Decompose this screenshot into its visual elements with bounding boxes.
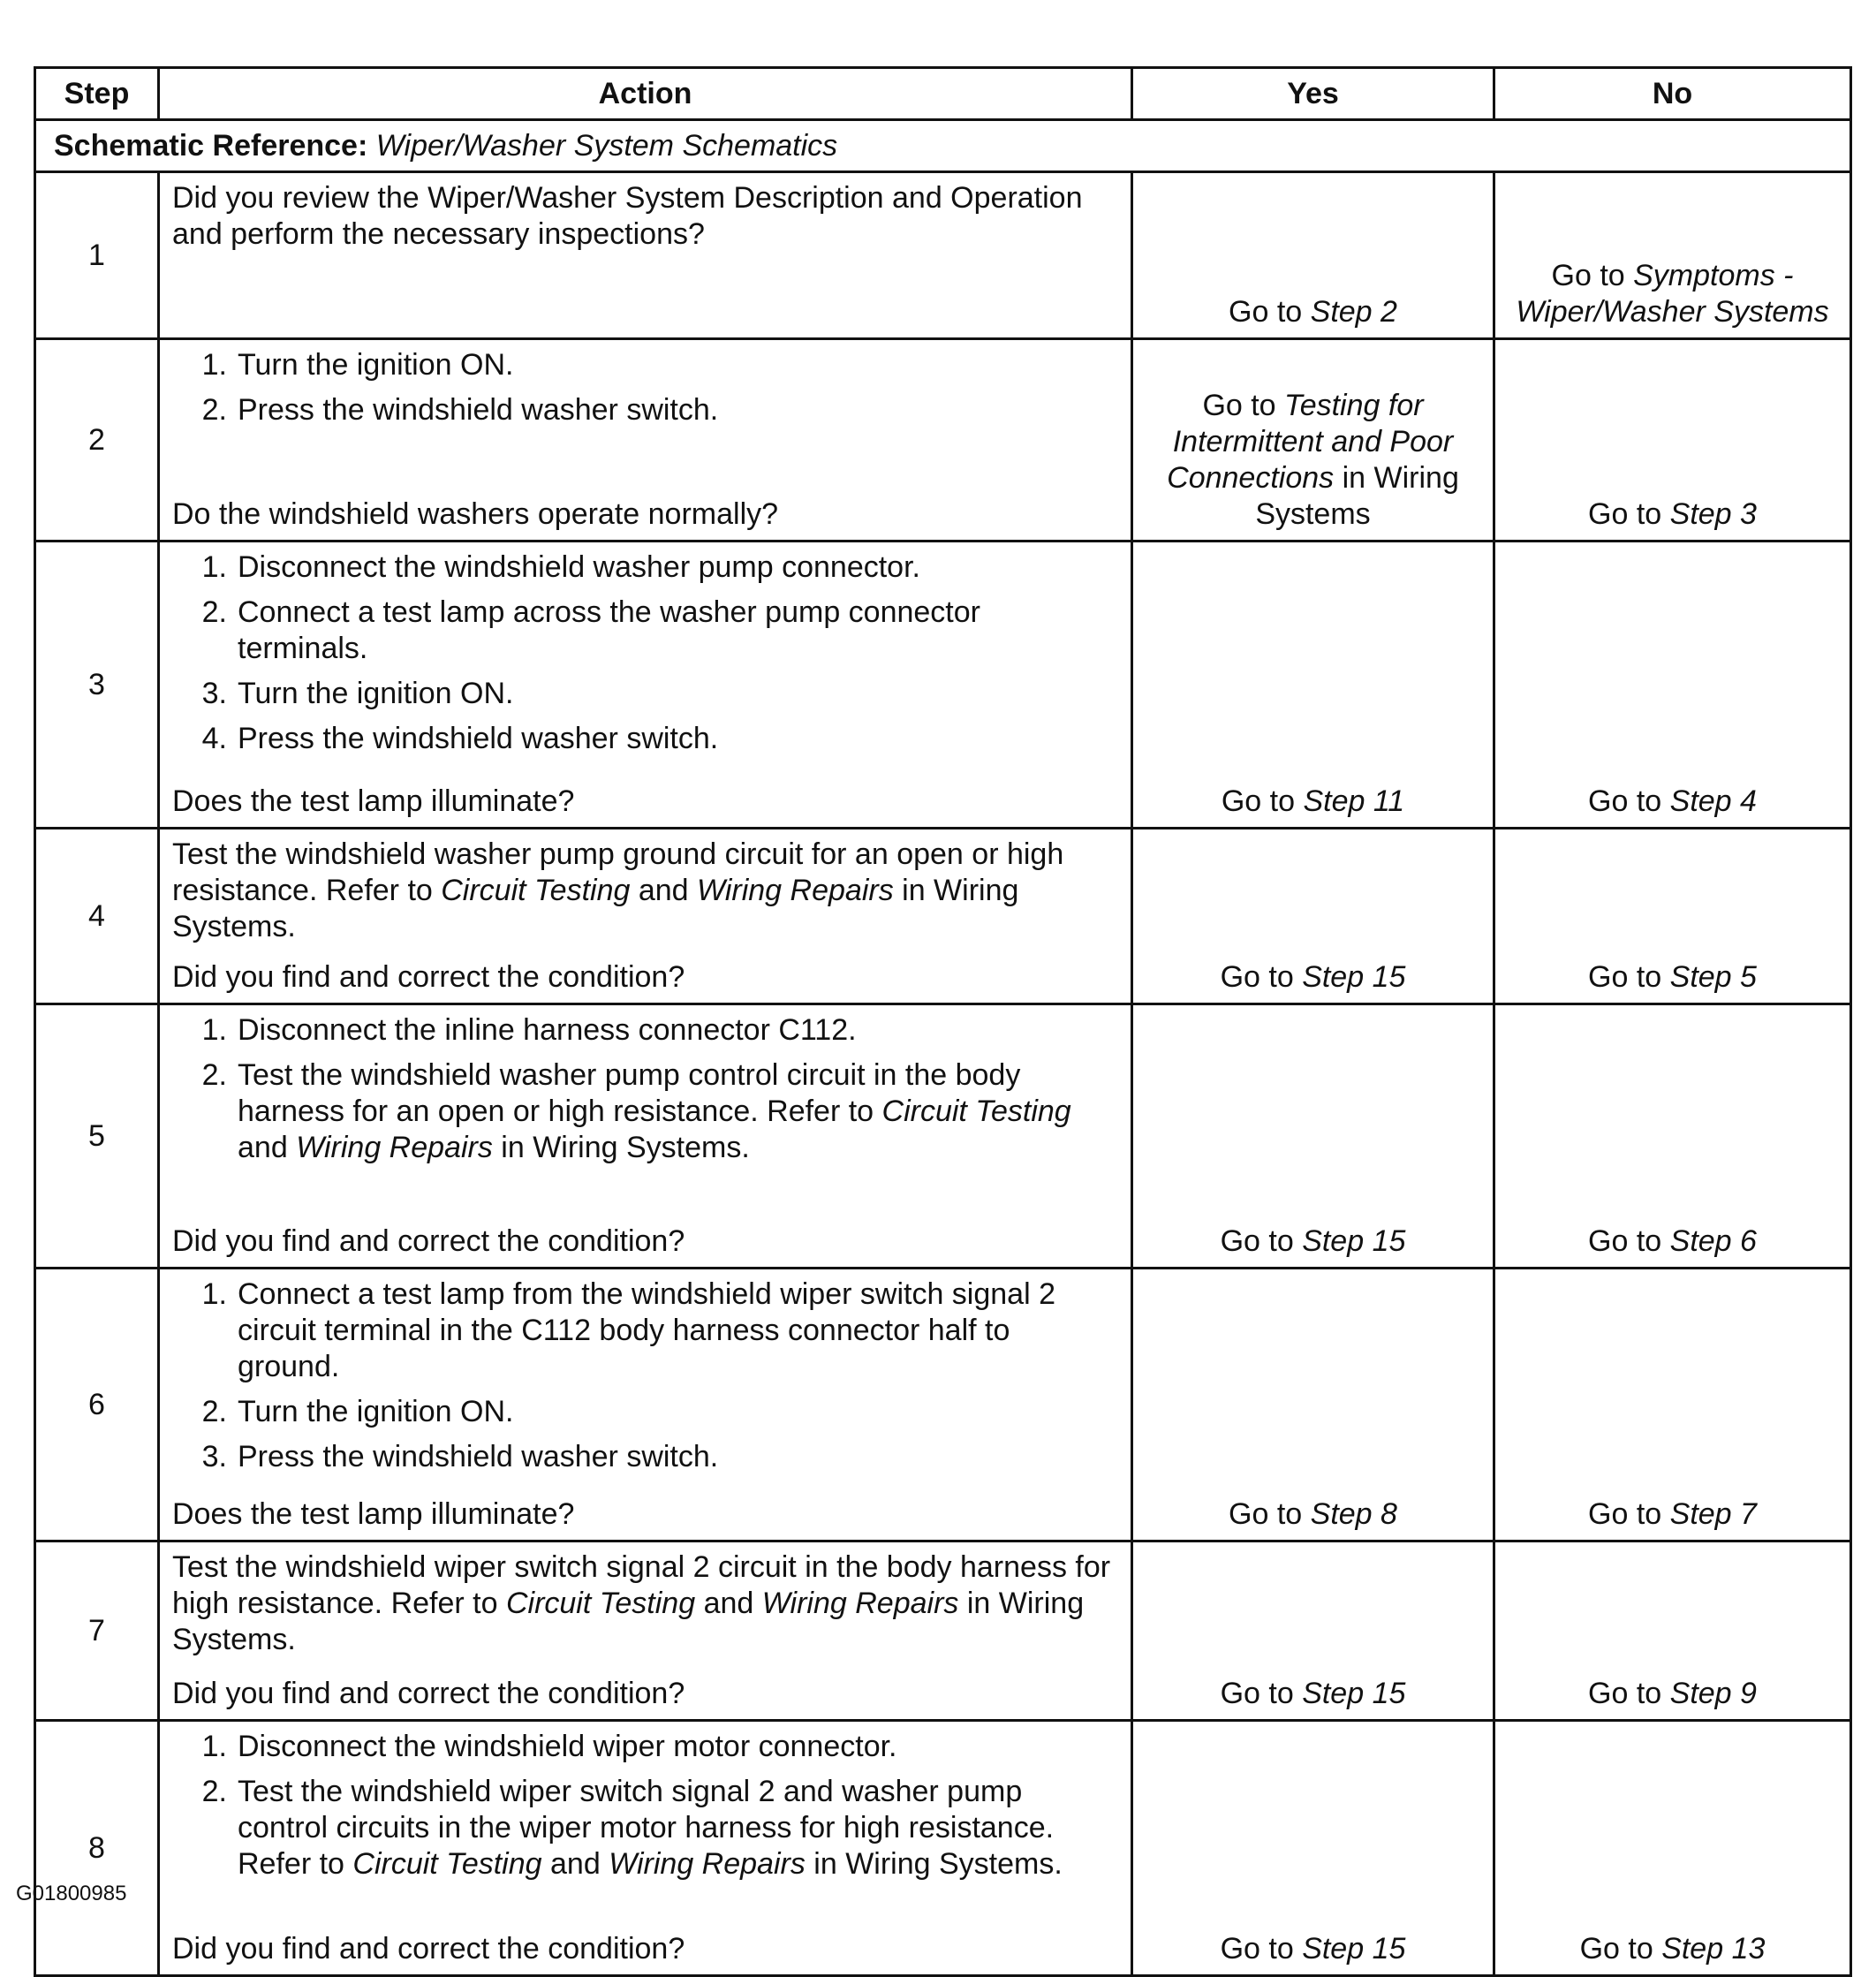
action-instructions — [172, 549, 1118, 766]
reference-link[interactable]: Testing for Intermittent and Poor Connections — [1167, 389, 1454, 495]
step-row — [35, 1541, 1851, 1721]
list-number: 2. — [201, 1775, 227, 1808]
instruction-list — [172, 347, 1118, 428]
text-run: Turn the ignition ON. — [238, 1395, 514, 1428]
no-result — [1494, 1269, 1851, 1541]
action-instructions — [172, 1549, 1118, 1658]
yes-result — [1132, 1269, 1494, 1541]
text-run: Disconnect the windshield washer pump connector. — [238, 550, 920, 584]
yes-result — [1132, 829, 1494, 1004]
reference-link[interactable]: Step 13 — [1661, 1932, 1766, 1966]
text-run: Go to — [1588, 1497, 1670, 1531]
list-number: 1. — [201, 1730, 227, 1763]
header-row — [35, 68, 1851, 120]
step-column-header: Step — [35, 68, 159, 120]
text-run: Go to — [1221, 784, 1304, 818]
action-content — [172, 1729, 1118, 1967]
reference-link[interactable]: Step 7 — [1669, 1497, 1757, 1531]
list-text — [238, 549, 1118, 586]
list-item — [172, 1439, 1118, 1475]
list-item — [172, 1012, 1118, 1049]
no-result — [1494, 1541, 1851, 1721]
yes-result — [1132, 1004, 1494, 1269]
action-cell — [159, 829, 1132, 1004]
text-run: in Wiring Systems. — [805, 1847, 1063, 1881]
reference-link[interactable]: Wiring Repairs — [697, 874, 894, 907]
text-run: Go to — [1588, 1677, 1670, 1710]
text-run: Go to — [1551, 259, 1634, 292]
reference-link[interactable]: Wiring Repairs — [609, 1847, 806, 1881]
list-text — [238, 721, 1118, 757]
list-text — [238, 676, 1118, 712]
list-item — [172, 676, 1118, 712]
reference-link[interactable]: Wiring Repairs — [761, 1587, 959, 1620]
reference-link[interactable]: Step 15 — [1302, 960, 1406, 994]
text-run: Go to — [1220, 1932, 1303, 1966]
reference-link[interactable]: Circuit Testing — [352, 1847, 542, 1881]
step-number: 7 — [35, 1541, 159, 1721]
reference-link[interactable]: Step 2 — [1310, 295, 1397, 329]
action-content — [172, 1549, 1118, 1712]
reference-link[interactable]: Symptoms - Wiper/Washer Systems — [1516, 259, 1829, 329]
list-text — [238, 347, 1118, 383]
action-cell — [159, 542, 1132, 829]
action-instructions — [172, 837, 1118, 945]
list-item — [172, 1729, 1118, 1765]
no-result — [1494, 542, 1851, 829]
list-item — [172, 595, 1118, 667]
reference-link[interactable]: Step 5 — [1669, 960, 1757, 994]
text-run: Connect a test lamp across the washer pump connector terminals. — [238, 595, 980, 665]
step-number: 8 — [35, 1721, 159, 1976]
instruction-list — [172, 549, 1118, 757]
reference-link[interactable]: Step 8 — [1310, 1497, 1397, 1531]
list-number: 4. — [201, 722, 227, 755]
text-run: and — [695, 1587, 762, 1620]
action-question: Did you find and correct the condition? — [172, 1932, 685, 1966]
text-run: Go to — [1229, 1497, 1311, 1531]
action-content — [172, 347, 1118, 533]
action-question: Did you find and correct the condition? — [172, 960, 685, 994]
text-run: Go to — [1202, 389, 1285, 422]
text-run: Go to — [1588, 960, 1670, 994]
schematic-reference-link[interactable]: Wiper/Washer System Schematics — [375, 128, 838, 163]
action-instructions — [172, 1729, 1118, 1891]
table-body — [35, 120, 1851, 1976]
text-run: and — [541, 1847, 609, 1881]
list-number: 3. — [201, 677, 227, 710]
action-cell — [159, 1721, 1132, 1976]
yes-result — [1132, 1541, 1494, 1721]
step-number: 3 — [35, 542, 159, 829]
step-number: 5 — [35, 1004, 159, 1269]
text-run: Did you review the Wiper/Washer System Description and Operation and perform the necessary inspections? — [172, 181, 1083, 251]
reference-link[interactable]: Step 15 — [1302, 1224, 1406, 1258]
action-cell — [159, 172, 1132, 339]
list-number: 2. — [201, 393, 227, 427]
instruction-list — [172, 1012, 1118, 1166]
action-cell — [159, 1004, 1132, 1269]
text-run: Test the windshield washer pump ground circuit for an open or high resistance. Refer to — [172, 837, 1064, 907]
action-content — [172, 180, 1118, 330]
reference-link[interactable]: Step 3 — [1669, 497, 1757, 531]
text-run: Disconnect the inline harness connector C112. — [238, 1013, 857, 1047]
action-instructions — [172, 1012, 1118, 1175]
text-run: Test the windshield washer pump control circuit in the body harness for an open or high resistance. Refer to — [238, 1058, 1021, 1128]
step-row — [35, 172, 1851, 339]
yes-column-header: Yes — [1132, 68, 1494, 120]
action-column-header: Action — [159, 68, 1132, 120]
yes-result — [1132, 172, 1494, 339]
action-text — [172, 837, 1118, 945]
yes-result — [1132, 542, 1494, 829]
text-run: Press the windshield washer switch. — [238, 393, 719, 427]
text-run: Press the windshield washer switch. — [238, 1440, 719, 1473]
action-instructions — [172, 347, 1118, 437]
text-run: and — [630, 874, 698, 907]
action-content — [172, 837, 1118, 996]
reference-link[interactable]: Wiring Repairs — [296, 1131, 493, 1164]
list-number: 1. — [201, 550, 227, 584]
list-item — [172, 1276, 1118, 1385]
action-instructions — [172, 180, 1118, 253]
reference-link[interactable]: Circuit Testing — [881, 1095, 1071, 1128]
step-row — [35, 542, 1851, 829]
list-text — [238, 1774, 1118, 1882]
text-run: in Wiring Systems. — [172, 1587, 1085, 1656]
action-question: Does the test lamp illuminate? — [172, 784, 575, 818]
action-question: Did you find and correct the condition? — [172, 1224, 685, 1258]
reference-link[interactable]: Step 15 — [1302, 1677, 1406, 1710]
list-text — [238, 1729, 1118, 1765]
action-content — [172, 549, 1118, 820]
action-content — [172, 1012, 1118, 1260]
list-text — [238, 392, 1118, 428]
figure-id: G01800985 — [16, 1882, 127, 1905]
list-text — [238, 1012, 1118, 1049]
reference-link[interactable]: Step 6 — [1669, 1224, 1757, 1258]
action-question: Do the windshield washers operate normally? — [172, 497, 779, 531]
yes-result — [1132, 1721, 1494, 1976]
text-run: in Wiring Systems — [1255, 461, 1459, 531]
list-text — [238, 1057, 1118, 1166]
action-question: Does the test lamp illuminate? — [172, 1497, 575, 1531]
text-run: Connect a test lamp from the windshield wiper switch signal 2 circuit terminal in the C112 body harness connector half to ground. — [238, 1277, 1055, 1383]
text-run: Test the windshield wiper switch signal 2 circuit in the body harness for high resistance. Refer to — [172, 1550, 1111, 1620]
list-item — [172, 392, 1118, 428]
list-text — [238, 1439, 1118, 1475]
list-item — [172, 1774, 1118, 1882]
step-number: 2 — [35, 339, 159, 542]
reference-link[interactable]: Circuit Testing — [505, 1587, 696, 1620]
text-run: Go to — [1588, 497, 1670, 531]
text-run: Press the windshield washer switch. — [238, 722, 719, 755]
list-number: 3. — [201, 1440, 227, 1473]
list-number: 2. — [201, 595, 227, 629]
action-cell — [159, 339, 1132, 542]
list-number: 1. — [201, 1277, 227, 1311]
no-result — [1494, 1004, 1851, 1269]
diagnostic-table-container — [34, 66, 1850, 1977]
text-run: Go to — [1588, 1224, 1670, 1258]
text-run: Go to — [1579, 1932, 1662, 1966]
text-run: Go to — [1220, 960, 1303, 994]
reference-link[interactable]: Step 15 — [1302, 1932, 1406, 1966]
action-cell — [159, 1541, 1132, 1721]
no-result — [1494, 172, 1851, 339]
action-instructions — [172, 1276, 1118, 1484]
action-text — [172, 1549, 1118, 1658]
list-item — [172, 1394, 1118, 1430]
step-row — [35, 829, 1851, 1004]
text-run: Disconnect the windshield wiper motor connector. — [238, 1730, 897, 1763]
step-number: 1 — [35, 172, 159, 339]
list-item — [172, 721, 1118, 757]
instruction-list — [172, 1729, 1118, 1882]
list-item — [172, 1057, 1118, 1166]
action-text — [172, 180, 1118, 253]
schematic-reference-row — [35, 120, 1851, 172]
text-run: in Wiring Systems. — [172, 874, 1019, 943]
action-content — [172, 1276, 1118, 1533]
list-number: 1. — [201, 348, 227, 382]
yes-result — [1132, 339, 1494, 542]
diagnostic-table — [34, 66, 1852, 1977]
list-text — [238, 1276, 1118, 1385]
step-number: 6 — [35, 1269, 159, 1541]
list-item — [172, 347, 1118, 383]
step-row — [35, 1269, 1851, 1541]
text-run: Go to — [1220, 1677, 1303, 1710]
step-number: 4 — [35, 829, 159, 1004]
text-run: Turn the ignition ON. — [238, 677, 514, 710]
list-item — [172, 549, 1118, 586]
text-run: Turn the ignition ON. — [238, 348, 514, 382]
reference-link[interactable]: Circuit Testing — [441, 874, 631, 907]
list-number: 1. — [201, 1013, 227, 1047]
list-text — [238, 1394, 1118, 1430]
action-cell — [159, 1269, 1132, 1541]
text-run: in Wiring Systems. — [492, 1131, 750, 1164]
reference-link[interactable]: Step 11 — [1303, 784, 1405, 818]
schematic-reference — [35, 120, 1851, 172]
text-run: and — [238, 1131, 297, 1164]
text-run: Go to — [1220, 1224, 1303, 1258]
step-row — [35, 339, 1851, 542]
no-column-header: No — [1494, 68, 1851, 120]
reference-link[interactable]: Step 4 — [1669, 784, 1757, 818]
step-row — [35, 1721, 1851, 1976]
reference-link[interactable]: Step 9 — [1669, 1677, 1757, 1710]
list-number: 2. — [201, 1058, 227, 1092]
text-run: Go to — [1588, 784, 1670, 818]
no-result — [1494, 829, 1851, 1004]
no-result — [1494, 1721, 1851, 1976]
instruction-list — [172, 1276, 1118, 1475]
list-text — [238, 595, 1118, 667]
no-result — [1494, 339, 1851, 542]
list-number: 2. — [201, 1395, 227, 1428]
action-question: Did you find and correct the condition? — [172, 1677, 685, 1710]
step-row — [35, 1004, 1851, 1269]
schematic-reference-label: Schematic Reference: — [54, 128, 376, 163]
text-run: Test the windshield wiper switch signal 2 and washer pump control circuits in the wiper motor harness for high resistance. Refer to — [238, 1775, 1055, 1881]
text-run: Go to — [1229, 295, 1311, 329]
